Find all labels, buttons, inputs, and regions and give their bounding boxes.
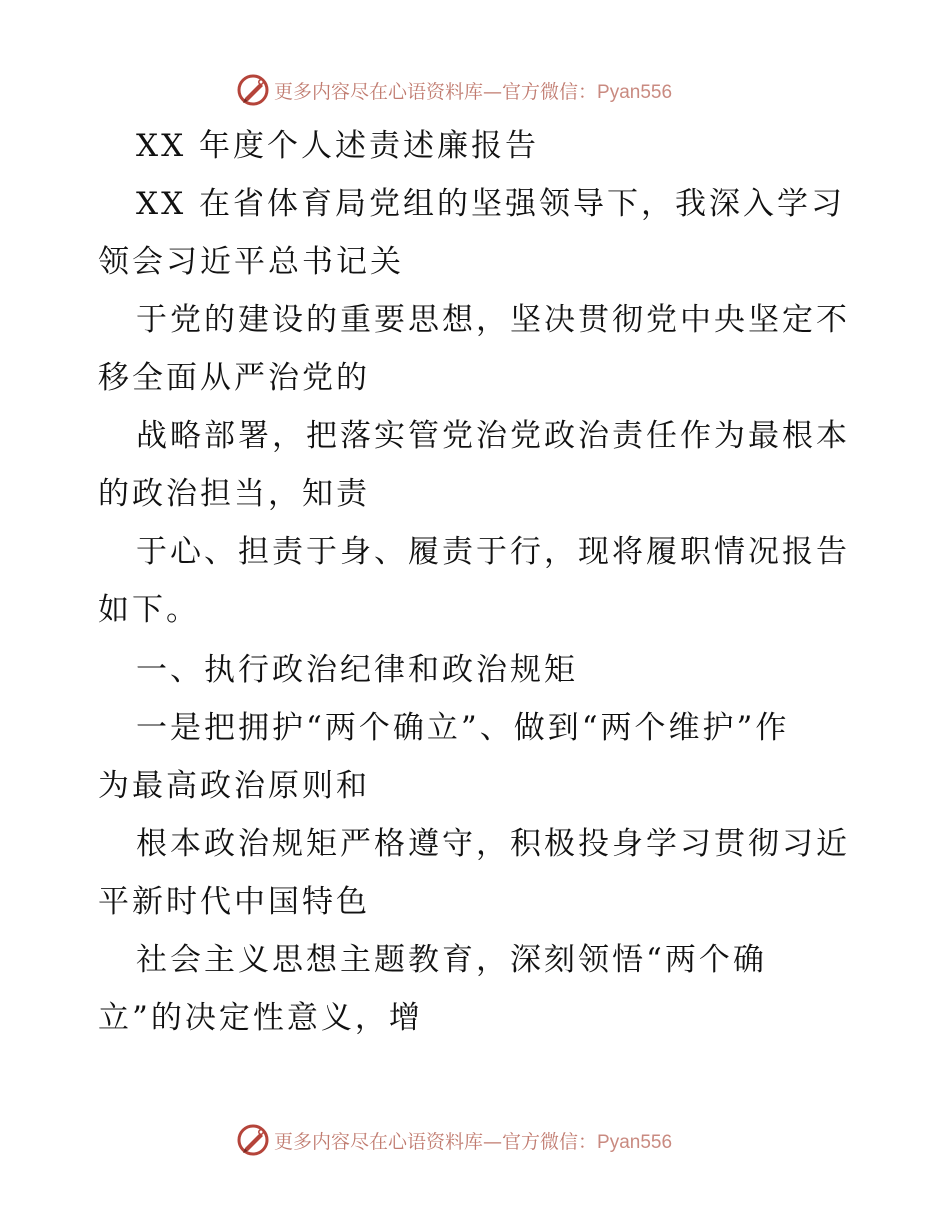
paragraph-line: 根本政治规矩严格遵守，积极投身学习贯彻习近 bbox=[136, 826, 850, 862]
paragraph-line: 如下。 bbox=[98, 592, 200, 628]
paragraph-line: 于心、担责于身、履责于行，现将履职情况报告 bbox=[136, 534, 850, 570]
paragraph-line: 社会主义思想主题教育，深刻领悟“两个确 bbox=[136, 942, 767, 978]
paragraph-line: 立”的决定性意义，增 bbox=[98, 1000, 423, 1036]
paragraph-line: 于党的建设的重要思想，坚决贯彻党中央坚定不 bbox=[136, 302, 850, 338]
watermark-text: 更多内容尽在心语资料库—官方微信：Pyan556 bbox=[274, 1130, 673, 1153]
paragraph-line: 领会习近平总书记关 bbox=[98, 244, 404, 280]
watermark-text: 更多内容尽在心语资料库—官方微信：Pyan556 bbox=[274, 80, 673, 103]
paragraph-line: XX 在省体育局党组的坚强领导下，我深入学习 bbox=[136, 186, 845, 222]
paragraph-line: 一是把拥护“两个确立”、做到“两个维护”作 bbox=[136, 710, 790, 746]
paragraph-line: 战略部署，把落实管党治党政治责任作为最根本 bbox=[136, 418, 850, 454]
paragraph-line: 为最高政治原则和 bbox=[98, 768, 370, 804]
pen-logo-icon bbox=[236, 1123, 270, 1157]
footer-watermark bbox=[236, 1122, 672, 1158]
document-title: XX 年度个人述责述廉报告 bbox=[136, 128, 539, 164]
paragraph-line: 的政治担当，知责 bbox=[98, 476, 370, 512]
section-heading: 一、执行政治纪律和政治规矩 bbox=[136, 652, 578, 688]
paragraph-line: 平新时代中国特色 bbox=[98, 884, 370, 920]
paragraph-line: 移全面从严治党的 bbox=[98, 360, 370, 396]
